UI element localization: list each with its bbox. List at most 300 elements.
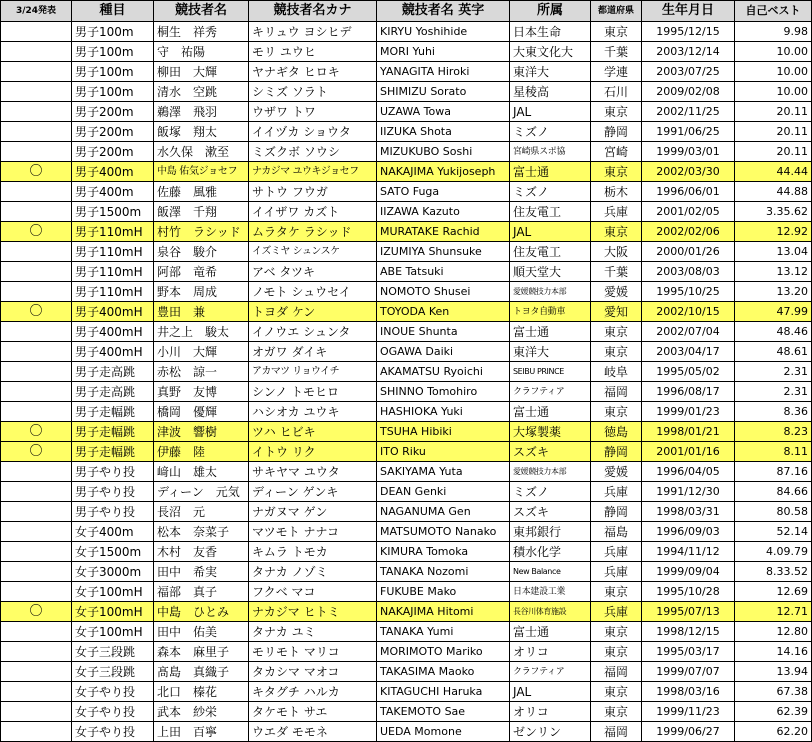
affiliation-cell: 宮崎県スポ協: [510, 142, 591, 162]
affiliation-cell: 積水化学: [510, 542, 591, 562]
affiliation-cell: 長谷川体育施設: [510, 602, 591, 622]
table-row: [1, 262, 812, 282]
athlete-name-cell: 橋岡 優輝: [154, 402, 249, 422]
prefecture-cell: 東京: [591, 642, 642, 662]
affiliation-cell: スズキ: [510, 502, 591, 522]
personal-best-cell: 8.23: [735, 422, 812, 442]
selection-mark: [1, 682, 72, 702]
athlete-name-cell: 中島 ひとみ: [154, 602, 249, 622]
header-birthdate: 生年月日: [642, 1, 735, 22]
birthdate-cell: 1995/10/25: [642, 282, 735, 302]
athlete-english-cell: NAKAJIMA Yukijoseph: [377, 162, 510, 182]
athlete-name-cell: 阿部 竜希: [154, 262, 249, 282]
table-row: [1, 222, 812, 242]
prefecture-cell: 愛知: [591, 302, 642, 322]
athlete-kana-cell: モリモト マリコ: [249, 642, 377, 662]
athlete-name-cell: 福部 真子: [154, 582, 249, 602]
affiliation-cell: トヨタ自動車: [510, 302, 591, 322]
birthdate-cell: 1996/04/05: [642, 462, 735, 482]
athlete-english-cell: UEDA Momone: [377, 722, 510, 742]
prefecture-cell: 兵庫: [591, 482, 642, 502]
athlete-english-cell: NOMOTO Shusei: [377, 282, 510, 302]
prefecture-cell: 岐阜: [591, 362, 642, 382]
table-row: [1, 402, 812, 422]
selection-mark: [1, 182, 72, 202]
birthdate-cell: 1999/06/27: [642, 722, 735, 742]
personal-best-cell: 4.09.79: [735, 542, 812, 562]
personal-best-cell: 10.00: [735, 42, 812, 62]
prefecture-cell: 愛媛: [591, 462, 642, 482]
affiliation-cell: 愛媛競技力本部: [510, 282, 591, 302]
affiliation-cell: 星稜高: [510, 82, 591, 102]
event-cell: 男子走高跳: [72, 382, 154, 402]
table-row: [1, 342, 812, 362]
personal-best-cell: 10.00: [735, 82, 812, 102]
athlete-english-cell: IZUMIYA Shunsuke: [377, 242, 510, 262]
personal-best-cell: 48.46: [735, 322, 812, 342]
selection-mark: [1, 702, 72, 722]
athlete-name-cell: 村竹 ラシッド: [154, 222, 249, 242]
athlete-english-cell: IIZAWA Kazuto: [377, 202, 510, 222]
selection-mark: [1, 242, 72, 262]
prefecture-cell: 東京: [591, 102, 642, 122]
selection-mark: [1, 482, 72, 502]
personal-best-cell: 13.94: [735, 662, 812, 682]
affiliation-cell: 大東文化大: [510, 42, 591, 62]
header-personal-best: 自己ベスト: [735, 1, 812, 22]
prefecture-cell: 宮崎: [591, 142, 642, 162]
selection-mark: [1, 282, 72, 302]
birthdate-cell: 2002/07/04: [642, 322, 735, 342]
table-row: [1, 582, 812, 602]
selection-mark: [1, 22, 72, 42]
affiliation-cell: クラフティア: [510, 382, 591, 402]
athlete-kana-cell: シンノ トモヒロ: [249, 382, 377, 402]
selection-mark: [1, 262, 72, 282]
selection-mark: [1, 622, 72, 642]
affiliation-cell: 日本生命: [510, 22, 591, 42]
selection-mark: [1, 362, 72, 382]
birthdate-cell: 1999/11/23: [642, 702, 735, 722]
athlete-english-cell: SHINNO Tomohiro: [377, 382, 510, 402]
prefecture-cell: 静岡: [591, 502, 642, 522]
birthdate-cell: 1994/11/12: [642, 542, 735, 562]
event-cell: 男子400m: [72, 162, 154, 182]
personal-best-cell: 12.69: [735, 582, 812, 602]
athlete-kana-cell: ウエダ モモネ: [249, 722, 377, 742]
affiliation-cell: ミズノ: [510, 482, 591, 502]
table-row: [1, 82, 812, 102]
athlete-english-cell: UZAWA Towa: [377, 102, 510, 122]
table-row: [1, 242, 812, 262]
athlete-name-cell: 﨑山 雄太: [154, 462, 249, 482]
table-row: [1, 702, 812, 722]
header-prefecture: 都道府県: [591, 1, 642, 22]
event-cell: 女子三段跳: [72, 642, 154, 662]
athlete-kana-cell: フクベ マコ: [249, 582, 377, 602]
athlete-english-cell: AKAMATSU Ryoichi: [377, 362, 510, 382]
athlete-name-cell: 水久保 漱至: [154, 142, 249, 162]
birthdate-cell: 1995/07/13: [642, 602, 735, 622]
event-cell: 男子走幅跳: [72, 402, 154, 422]
event-cell: 男子110mH: [72, 262, 154, 282]
table-row: [1, 122, 812, 142]
event-cell: 男子やり投: [72, 482, 154, 502]
athlete-english-cell: INOUE Shunta: [377, 322, 510, 342]
selection-mark: [1, 382, 72, 402]
personal-best-cell: 80.58: [735, 502, 812, 522]
table-row: [1, 22, 812, 42]
selection-mark: [1, 542, 72, 562]
affiliation-cell: ゼンリン: [510, 722, 591, 742]
header-affiliation: 所属: [510, 1, 591, 22]
event-cell: 男子400mH: [72, 302, 154, 322]
table-row: [1, 562, 812, 582]
athlete-english-cell: MATSUMOTO Nanako: [377, 522, 510, 542]
table-row: [1, 682, 812, 702]
birthdate-cell: 2003/08/03: [642, 262, 735, 282]
athlete-name-cell: 野本 周成: [154, 282, 249, 302]
event-cell: 男子200m: [72, 142, 154, 162]
personal-best-cell: 2.31: [735, 382, 812, 402]
athlete-english-cell: NAKAJIMA Hitomi: [377, 602, 510, 622]
birthdate-cell: 1995/05/02: [642, 362, 735, 382]
athlete-name-cell: 真野 友博: [154, 382, 249, 402]
prefecture-cell: 福岡: [591, 382, 642, 402]
affiliation-cell: 東洋大: [510, 342, 591, 362]
personal-best-cell: 8.33.52: [735, 562, 812, 582]
athlete-name-cell: 泉谷 駿介: [154, 242, 249, 262]
selection-mark: [1, 522, 72, 542]
personal-best-cell: 52.14: [735, 522, 812, 542]
selection-mark: [1, 142, 72, 162]
table-row: [1, 422, 812, 442]
event-cell: 女子100mH: [72, 582, 154, 602]
affiliation-cell: JAL: [510, 102, 591, 122]
prefecture-cell: 東京: [591, 402, 642, 422]
selection-mark: 〇: [1, 302, 72, 322]
athlete-english-cell: NAGANUMA Gen: [377, 502, 510, 522]
table-row: [1, 602, 812, 622]
selection-mark: [1, 122, 72, 142]
athlete-kana-cell: ハシオカ ユウキ: [249, 402, 377, 422]
table-row: [1, 722, 812, 742]
prefecture-cell: 東京: [591, 342, 642, 362]
athlete-kana-cell: ミズクボ ソウシ: [249, 142, 377, 162]
athlete-name-cell: 桐生 祥秀: [154, 22, 249, 42]
athlete-kana-cell: マツモト ナナコ: [249, 522, 377, 542]
prefecture-cell: 東京: [591, 22, 642, 42]
prefecture-cell: 千葉: [591, 42, 642, 62]
personal-best-cell: 20.11: [735, 142, 812, 162]
table-row: [1, 642, 812, 662]
birthdate-cell: 1991/06/25: [642, 122, 735, 142]
athlete-english-cell: MURATAKE Rachid: [377, 222, 510, 242]
athlete-kana-cell: ウザワ トワ: [249, 102, 377, 122]
affiliation-cell: ミズノ: [510, 182, 591, 202]
personal-best-cell: 13.04: [735, 242, 812, 262]
athlete-kana-cell: イズミヤ シュンスケ: [249, 242, 377, 262]
table-row: [1, 542, 812, 562]
header-athlete-kana: 競技者名カナ: [249, 1, 377, 22]
affiliation-cell: JAL: [510, 222, 591, 242]
table-row: [1, 662, 812, 682]
affiliation-cell: 愛媛競技力本部: [510, 462, 591, 482]
table-row: [1, 522, 812, 542]
affiliation-cell: スズキ: [510, 442, 591, 462]
athlete-kana-cell: キタグチ ハルカ: [249, 682, 377, 702]
athlete-english-cell: OGAWA Daiki: [377, 342, 510, 362]
event-cell: 男子やり投: [72, 502, 154, 522]
birthdate-cell: 2009/02/08: [642, 82, 735, 102]
birthdate-cell: 1995/03/17: [642, 642, 735, 662]
athlete-english-cell: ABE Tatsuki: [377, 262, 510, 282]
prefecture-cell: 東京: [591, 622, 642, 642]
birthdate-cell: 2001/02/05: [642, 202, 735, 222]
personal-best-cell: 3.35.62: [735, 202, 812, 222]
athlete-name-cell: 武本 紗栄: [154, 702, 249, 722]
birthdate-cell: 2003/04/17: [642, 342, 735, 362]
table-row: [1, 502, 812, 522]
affiliation-cell: 住友電工: [510, 202, 591, 222]
athlete-kana-cell: サキヤマ ユウタ: [249, 462, 377, 482]
athlete-english-cell: FUKUBE Mako: [377, 582, 510, 602]
event-cell: 男子400m: [72, 182, 154, 202]
affiliation-cell: 富士通: [510, 622, 591, 642]
table-row: [1, 102, 812, 122]
athlete-name-cell: 井之上 駿太: [154, 322, 249, 342]
table-row: [1, 42, 812, 62]
prefecture-cell: 福岡: [591, 722, 642, 742]
personal-best-cell: 67.38: [735, 682, 812, 702]
header-row: [1, 1, 812, 22]
athlete-english-cell: KIMURA Tomoka: [377, 542, 510, 562]
affiliation-cell: クラフティア: [510, 662, 591, 682]
birthdate-cell: 2002/03/30: [642, 162, 735, 182]
prefecture-cell: 東京: [591, 582, 642, 602]
selection-mark: 〇: [1, 162, 72, 182]
athlete-name-cell: 飯塚 翔太: [154, 122, 249, 142]
birthdate-cell: 2003/12/14: [642, 42, 735, 62]
birthdate-cell: 2002/11/25: [642, 102, 735, 122]
event-cell: 女子三段跳: [72, 662, 154, 682]
prefecture-cell: 徳島: [591, 422, 642, 442]
birthdate-cell: 2000/01/26: [642, 242, 735, 262]
affiliation-cell: 富士通: [510, 162, 591, 182]
personal-best-cell: 87.16: [735, 462, 812, 482]
athlete-name-cell: 木村 友香: [154, 542, 249, 562]
table-row: [1, 482, 812, 502]
birthdate-cell: 1999/09/04: [642, 562, 735, 582]
prefecture-cell: 静岡: [591, 122, 642, 142]
event-cell: 女子400m: [72, 522, 154, 542]
birthdate-cell: 1998/12/15: [642, 622, 735, 642]
athlete-kana-cell: モリ ユウヒ: [249, 42, 377, 62]
birthdate-cell: 2001/01/16: [642, 442, 735, 462]
event-cell: 女子やり投: [72, 722, 154, 742]
event-cell: 男子100m: [72, 82, 154, 102]
table-row: [1, 362, 812, 382]
affiliation-cell: 東邦銀行: [510, 522, 591, 542]
selection-mark: [1, 202, 72, 222]
prefecture-cell: 東京: [591, 702, 642, 722]
birthdate-cell: 1996/08/17: [642, 382, 735, 402]
athlete-english-cell: SAKIYAMA Yuta: [377, 462, 510, 482]
prefecture-cell: 大阪: [591, 242, 642, 262]
event-cell: 男子100m: [72, 22, 154, 42]
athlete-name-cell: 佐藤 風雅: [154, 182, 249, 202]
prefecture-cell: 兵庫: [591, 562, 642, 582]
selection-mark: [1, 562, 72, 582]
athlete-kana-cell: アカマツ リョウイチ: [249, 362, 377, 382]
athlete-kana-cell: アベ タツキ: [249, 262, 377, 282]
prefecture-cell: 兵庫: [591, 202, 642, 222]
personal-best-cell: 62.20: [735, 722, 812, 742]
athlete-name-cell: 清水 空跳: [154, 82, 249, 102]
athlete-english-cell: HASHIOKA Yuki: [377, 402, 510, 422]
athlete-kana-cell: ナカジマ ヒトミ: [249, 602, 377, 622]
personal-best-cell: 13.20: [735, 282, 812, 302]
selection-mark: [1, 402, 72, 422]
event-cell: 女子3000m: [72, 562, 154, 582]
athlete-kana-cell: イイザワ カズト: [249, 202, 377, 222]
athlete-kana-cell: ムラタケ ラシッド: [249, 222, 377, 242]
personal-best-cell: 84.66: [735, 482, 812, 502]
athlete-name-cell: 髙島 真織子: [154, 662, 249, 682]
birthdate-cell: 1998/01/21: [642, 422, 735, 442]
athlete-name-cell: 田中 希実: [154, 562, 249, 582]
athlete-name-cell: 長沼 元: [154, 502, 249, 522]
athlete-kana-cell: ディーン ゲンキ: [249, 482, 377, 502]
prefecture-cell: 学連: [591, 62, 642, 82]
prefecture-cell: 千葉: [591, 262, 642, 282]
event-cell: 男子走高跳: [72, 362, 154, 382]
athlete-name-cell: ディーン 元気: [154, 482, 249, 502]
athlete-name-cell: 津波 響樹: [154, 422, 249, 442]
personal-best-cell: 48.61: [735, 342, 812, 362]
prefecture-cell: 静岡: [591, 442, 642, 462]
personal-best-cell: 8.11: [735, 442, 812, 462]
affiliation-cell: オリコ: [510, 702, 591, 722]
birthdate-cell: 1998/03/16: [642, 682, 735, 702]
affiliation-cell: 大塚製薬: [510, 422, 591, 442]
athlete-name-cell: 飯澤 千翔: [154, 202, 249, 222]
event-cell: 男子1500m: [72, 202, 154, 222]
birthdate-cell: 1999/01/23: [642, 402, 735, 422]
athlete-english-cell: DEAN Genki: [377, 482, 510, 502]
table-row: [1, 282, 812, 302]
athlete-kana-cell: ナカジマ ユウキジョセフ: [249, 162, 377, 182]
affiliation-cell: オリコ: [510, 642, 591, 662]
athlete-english-cell: SATO Fuga: [377, 182, 510, 202]
athlete-kana-cell: タカシマ マオコ: [249, 662, 377, 682]
athlete-english-cell: TAKEMOTO Sae: [377, 702, 510, 722]
affiliation-cell: New Balance: [510, 562, 591, 582]
selection-mark: [1, 722, 72, 742]
event-cell: 女子やり投: [72, 682, 154, 702]
athlete-english-cell: SHIMIZU Sorato: [377, 82, 510, 102]
athlete-kana-cell: タケモト サエ: [249, 702, 377, 722]
prefecture-cell: 東京: [591, 162, 642, 182]
athlete-kana-cell: タナカ ユミ: [249, 622, 377, 642]
affiliation-cell: 日本建設工業: [510, 582, 591, 602]
table-row: [1, 182, 812, 202]
table-row: [1, 162, 812, 182]
athlete-name-cell: 柳田 大輝: [154, 62, 249, 82]
personal-best-cell: 12.92: [735, 222, 812, 242]
selection-mark: [1, 342, 72, 362]
prefecture-cell: 東京: [591, 322, 642, 342]
birthdate-cell: 2002/02/06: [642, 222, 735, 242]
athlete-english-cell: TAKASIMA Maoko: [377, 662, 510, 682]
athlete-kana-cell: オガワ ダイキ: [249, 342, 377, 362]
event-cell: 女子やり投: [72, 702, 154, 722]
affiliation-cell: 東洋大: [510, 62, 591, 82]
birthdate-cell: 1998/03/31: [642, 502, 735, 522]
athlete-name-cell: 豊田 兼: [154, 302, 249, 322]
event-cell: 男子400mH: [72, 322, 154, 342]
event-cell: 男子400mH: [72, 342, 154, 362]
athlete-english-cell: ITO Riku: [377, 442, 510, 462]
selection-mark: [1, 662, 72, 682]
athlete-name-cell: 松本 奈菜子: [154, 522, 249, 542]
event-cell: 男子走幅跳: [72, 442, 154, 462]
personal-best-cell: 2.31: [735, 362, 812, 382]
athlete-english-cell: TOYODA Ken: [377, 302, 510, 322]
header-athlete-name: 競技者名: [154, 1, 249, 22]
personal-best-cell: 47.99: [735, 302, 812, 322]
athlete-kana-cell: ヤナギタ ヒロキ: [249, 62, 377, 82]
prefecture-cell: 兵庫: [591, 602, 642, 622]
roster-body: [1, 22, 812, 742]
event-cell: 女子100mH: [72, 602, 154, 622]
athlete-name-cell: 鵜澤 飛羽: [154, 102, 249, 122]
athlete-english-cell: MIZUKUBO Soshi: [377, 142, 510, 162]
selection-mark: 〇: [1, 422, 72, 442]
birthdate-cell: 1995/10/28: [642, 582, 735, 602]
header-event: 種目: [72, 1, 154, 22]
personal-best-cell: 20.11: [735, 122, 812, 142]
athlete-english-cell: MORI Yuhi: [377, 42, 510, 62]
selection-mark: [1, 462, 72, 482]
selection-mark: 〇: [1, 602, 72, 622]
athlete-english-cell: TSUHA Hibiki: [377, 422, 510, 442]
selection-mark: [1, 582, 72, 602]
prefecture-cell: 石川: [591, 82, 642, 102]
event-cell: 男子200m: [72, 102, 154, 122]
selection-mark: 〇: [1, 442, 72, 462]
selection-mark: [1, 102, 72, 122]
personal-best-cell: 12.71: [735, 602, 812, 622]
event-cell: 男子110mH: [72, 222, 154, 242]
selection-mark: [1, 502, 72, 522]
selection-mark: [1, 642, 72, 662]
athlete-name-cell: 上田 百寧: [154, 722, 249, 742]
athlete-name-cell: 伊藤 陸: [154, 442, 249, 462]
athlete-name-cell: 田中 佑美: [154, 622, 249, 642]
birthdate-cell: 2002/10/15: [642, 302, 735, 322]
athlete-kana-cell: ツハ ヒビキ: [249, 422, 377, 442]
header-announce-date: 3/24発表: [1, 1, 72, 22]
selection-mark: [1, 62, 72, 82]
affiliation-cell: SEIBU PRINCE: [510, 362, 591, 382]
prefecture-cell: 東京: [591, 222, 642, 242]
personal-best-cell: 12.80: [735, 622, 812, 642]
athlete-kana-cell: キリュウ ヨシヒデ: [249, 22, 377, 42]
athlete-kana-cell: トヨダ ケン: [249, 302, 377, 322]
athlete-kana-cell: ノモト シュウセイ: [249, 282, 377, 302]
table-row: [1, 142, 812, 162]
